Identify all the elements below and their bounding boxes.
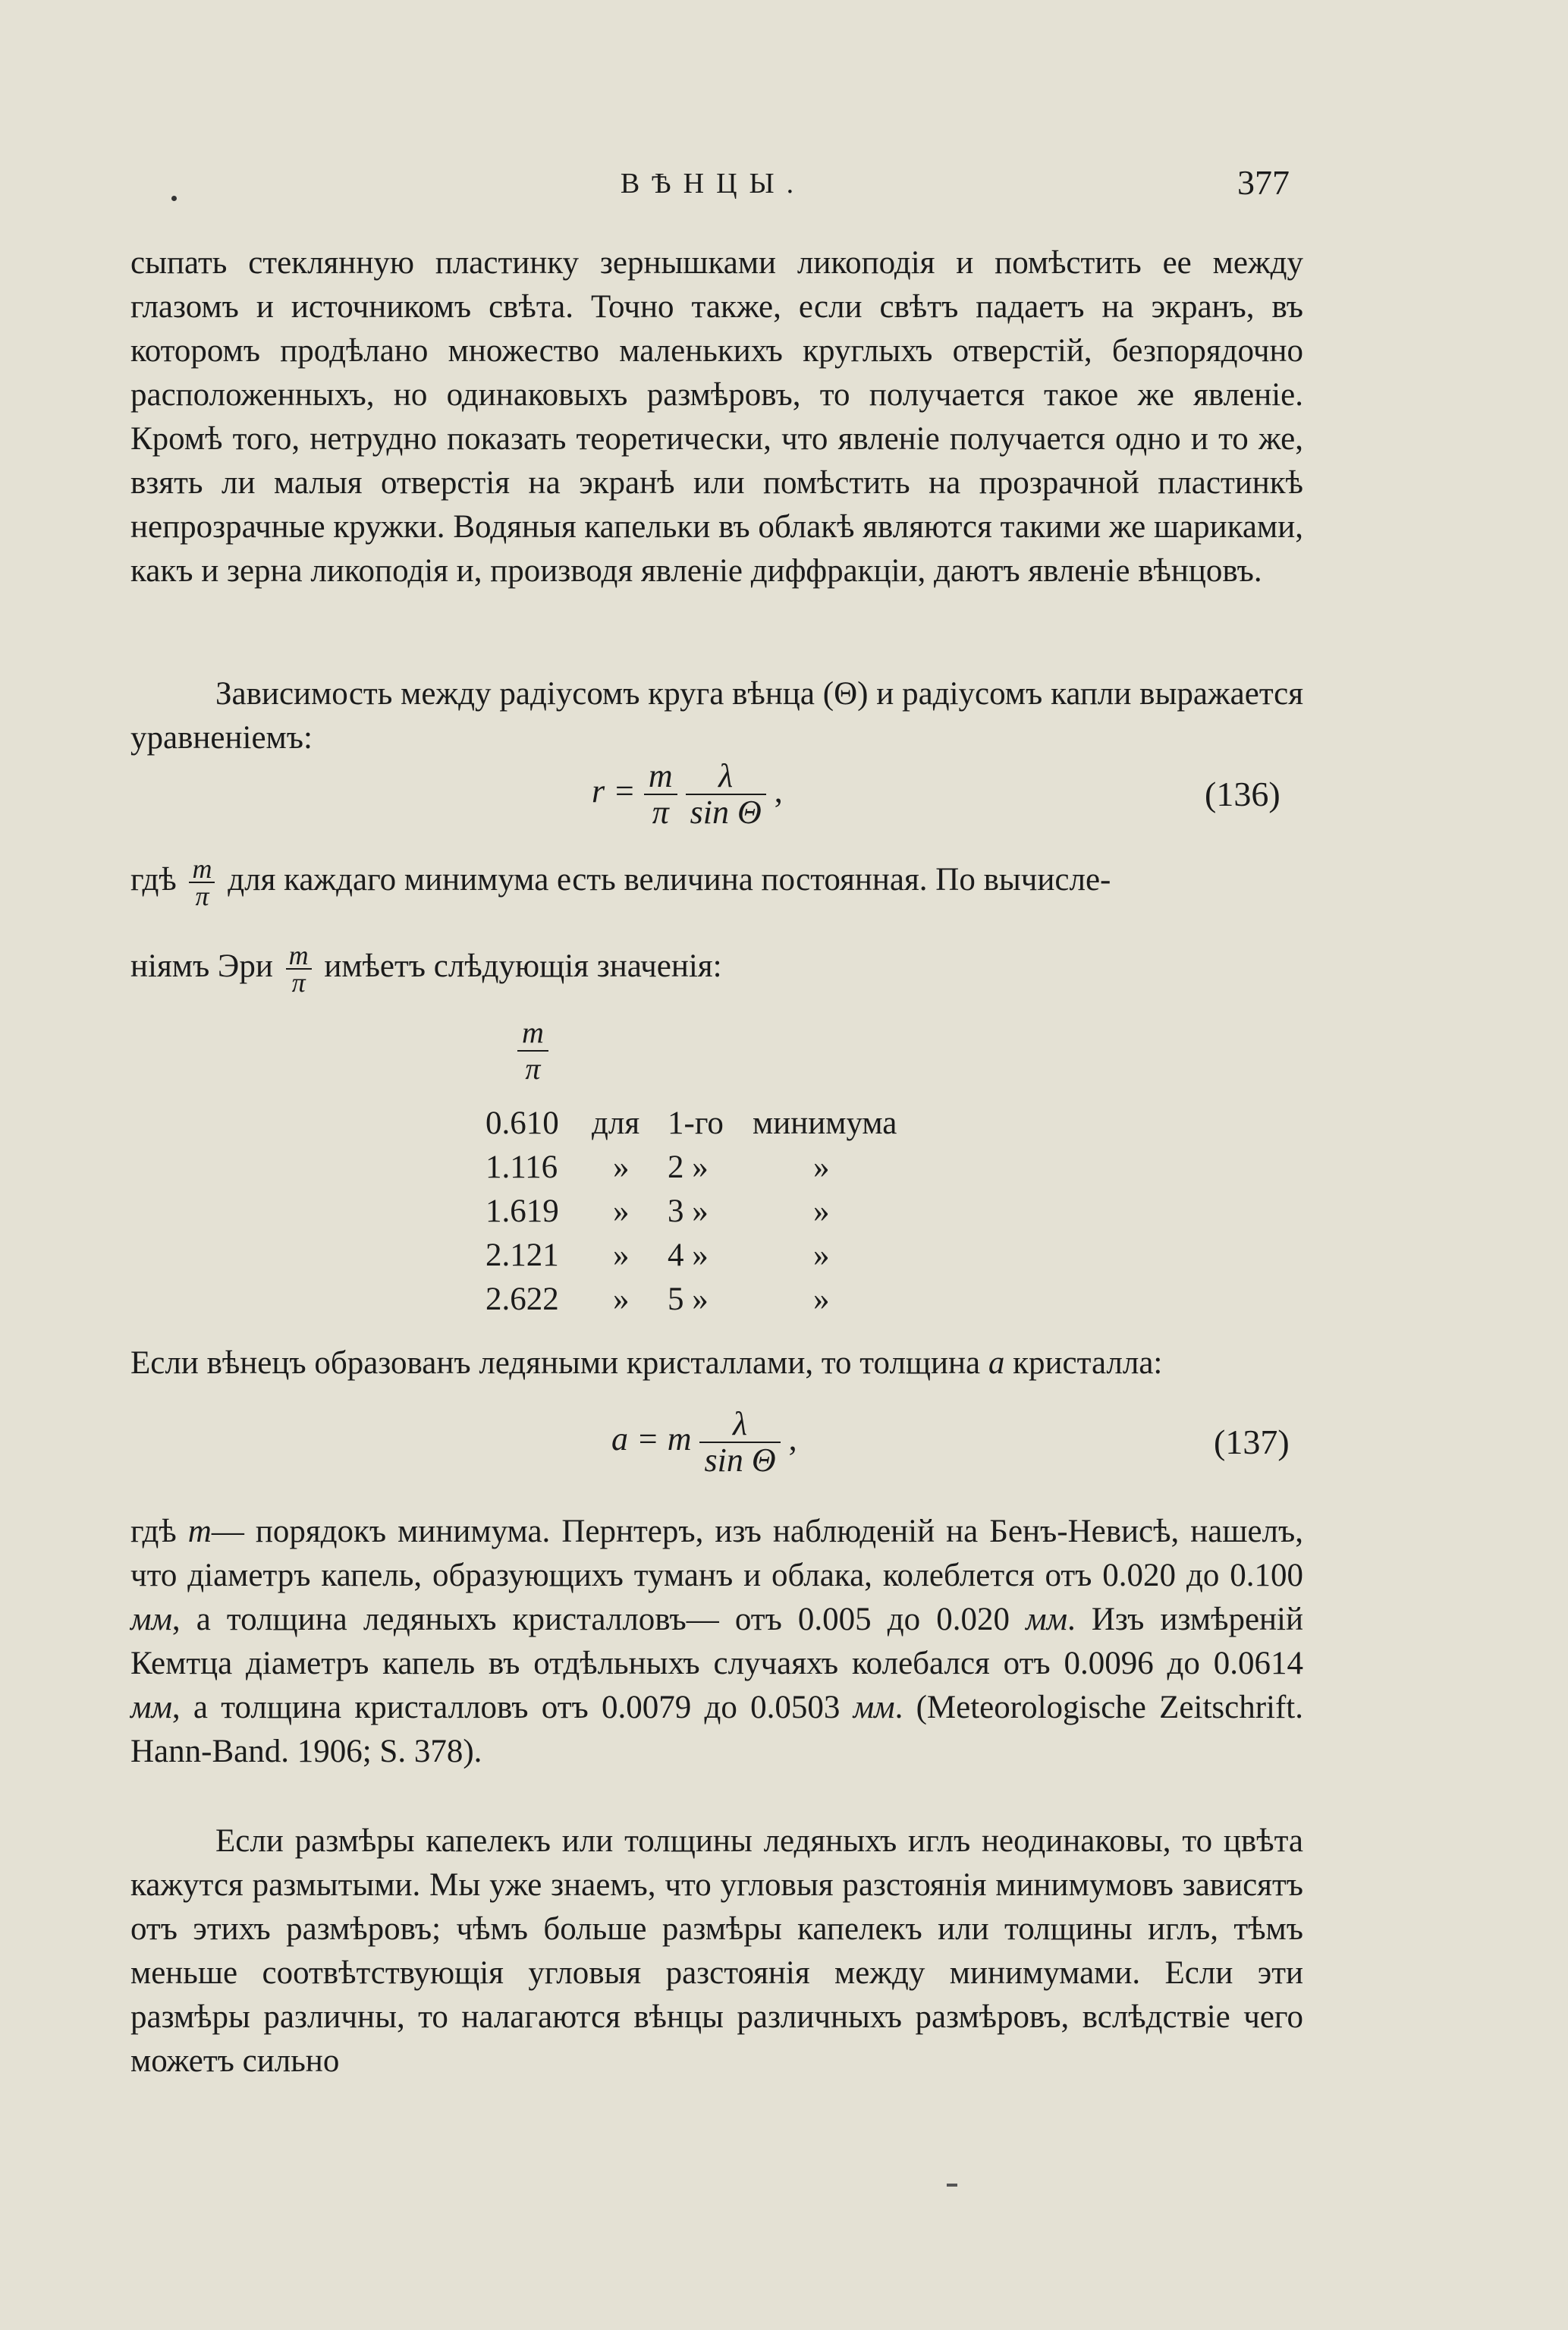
table-cell: » (813, 1149, 830, 1185)
table-cell: 3 » (668, 1193, 709, 1229)
unit-mm: мм (1026, 1602, 1068, 1637)
text-run: — порядокъ минимума. Пернтеръ, изъ наблюденій на Бенъ-Невисѣ, нашелъ, что діаметръ капель, образующихъ туманъ и облака, колеблется отъ 0.020 до 0.100 (130, 1514, 1304, 1593)
line-eri-frac (286, 940, 312, 998)
text-run: , а толщина кристалловъ отъ 0.0079 до 0.0503 (171, 1690, 841, 1725)
table-cell-value: 0.610 (485, 1105, 559, 1141)
frac-denominator: π (525, 1052, 541, 1086)
line-eri (130, 940, 1303, 998)
table-cell: 5 » (668, 1281, 709, 1317)
formula-136-frac-lambda-sin (686, 759, 766, 830)
paragraph-3-tail: кристалла: (1013, 1345, 1163, 1381)
line-gde-1-frac (189, 856, 215, 909)
paragraph-4 (130, 1510, 1303, 1774)
paragraph-5 (130, 1819, 1303, 2083)
table-header-m-over-pi (517, 1015, 548, 1086)
unit-mm: мм (130, 1602, 172, 1637)
frac-numerator: m (517, 1015, 548, 1052)
table-cell: » (813, 1237, 830, 1273)
text-run: . Изъ измѣреній Кемтца діаметръ капель въ отдѣльныхъ случаяхъ колебался отъ 0.0096 до 0.0614 (130, 1602, 1304, 1681)
variable-m: m (187, 1514, 212, 1549)
formula-136-lhs: r = (592, 772, 636, 810)
table-cell: » (613, 1237, 630, 1273)
table-cell: » (813, 1281, 830, 1317)
frac-denominator: π (195, 881, 209, 911)
table-cell-value: 2.622 (485, 1281, 559, 1317)
formula-137-frac-lambda-sin (699, 1407, 780, 1478)
formula-136-frac-m-pi (644, 759, 677, 830)
frac-denominator: π (291, 967, 306, 998)
table-cell: 1-го (668, 1105, 724, 1141)
table-cell-value: 1.619 (485, 1193, 559, 1229)
frac-denominator: π (652, 794, 669, 831)
frac-denominator: sin Θ (704, 1442, 776, 1479)
table-cell-value: 2.121 (485, 1237, 559, 1273)
text-run: , а толщина ледяныхъ кристалловъ— отъ 0.005 до 0.020 (171, 1602, 1010, 1637)
table-cell: » (613, 1193, 630, 1229)
line-eri-before: ніямъ Эри (130, 948, 273, 984)
frac-numerator: λ (686, 759, 766, 795)
table-cell-value: 1.116 (485, 1149, 558, 1185)
running-header: ВѢНЦЫ. (620, 168, 806, 200)
frac-numerator: λ (699, 1407, 780, 1443)
table-cell: минимума (753, 1105, 897, 1141)
frac-numerator: m (644, 759, 677, 795)
formula-136 (592, 759, 783, 830)
line-eri-after: имѣетъ слѣдующія значенія: (324, 948, 722, 984)
ink-mark (947, 2184, 957, 2187)
equation-number-136: (136) (1205, 775, 1280, 813)
variable-a: a (988, 1345, 1005, 1381)
paragraph-1: сыпать стеклянную пластинку зернышками ликоподія и помѣстить ее между глазомъ и источникомъ свѣта. Точно также, если свѣтъ падаетъ на экранъ, въ которомъ продѣлано множество маленькихъ круглыхъ отверстій, безпорядочно расположенныхъ, но одинаковыхъ размѣровъ, то получается такое же явленіе. Кромѣ того, нетрудно показать теоретически, что явленіе получается одно и то же, взять ли малыя отверстія на экранѣ или помѣстить на прозрачной пластинкѣ непрозрачные кружки. Водяныя капельки въ облакѣ являются такими же шариками, какъ и зерна ликоподія и, производя явленіе диффракціи, даютъ явленіе вѣнцовъ. (130, 245, 1303, 589)
unit-mm: мм (130, 1690, 172, 1725)
paragraph-5-text: Если размѣры капелекъ или толщины ледяныхъ иглъ неодинаковы, то цвѣта кажутся размытыми. Мы уже знаемъ, что угловыя разстоянія минимумовъ зависятъ отъ этихъ размѣровъ; чѣмъ больше размѣры капелекъ или толщины иглъ, тѣмъ меньше соотвѣтствующія угловыя разстоянія между минимумами. Если эти размѣры различны, то налагаются вѣнцы различныхъ размѣровъ, вслѣдствіе чего можетъ сильно (130, 1823, 1303, 2079)
paragraph-2-text: Зависимость между радіусомъ круга вѣнца (Θ) и радіусомъ капли выражается уравненіемъ: (130, 676, 1303, 756)
line-gde-1-before: гдѣ (130, 861, 177, 898)
page-number: 377 (1237, 163, 1290, 202)
line-gde-1 (130, 856, 1303, 909)
table-cell: 4 » (668, 1237, 709, 1273)
ink-speck (171, 196, 177, 201)
equation-number-137: (137) (1214, 1423, 1290, 1461)
text-run: . (Meteorologische Zeitschrift. Hann-Band. 1906; S. 378). (130, 1690, 1303, 1769)
table-cell: » (613, 1149, 630, 1185)
table-cell: » (613, 1281, 630, 1317)
table-cell: » (813, 1193, 830, 1229)
formula-137-lhs: a = m (611, 1420, 692, 1458)
line-gde-1-after: для каждаго минимума есть величина постоянная. По вычисле- (228, 861, 1111, 898)
frac-denominator: sin Θ (690, 794, 762, 831)
formula-137 (611, 1407, 797, 1478)
table-cell: для (592, 1105, 640, 1141)
frac-numerator: m (286, 942, 312, 970)
unit-mm: мм (853, 1690, 895, 1725)
table-cell: 2 » (668, 1149, 709, 1185)
paragraph-3 (130, 1341, 1303, 1385)
paragraph-3-text: Если вѣнецъ образованъ ледяными кристаллами, то толщина (130, 1345, 981, 1381)
formula-136-tail: , (774, 772, 783, 810)
formula-137-tail: , (788, 1420, 797, 1458)
paragraph-2 (130, 672, 1303, 760)
text-run: гдѣ (130, 1514, 177, 1549)
frac-numerator: m (189, 856, 215, 883)
